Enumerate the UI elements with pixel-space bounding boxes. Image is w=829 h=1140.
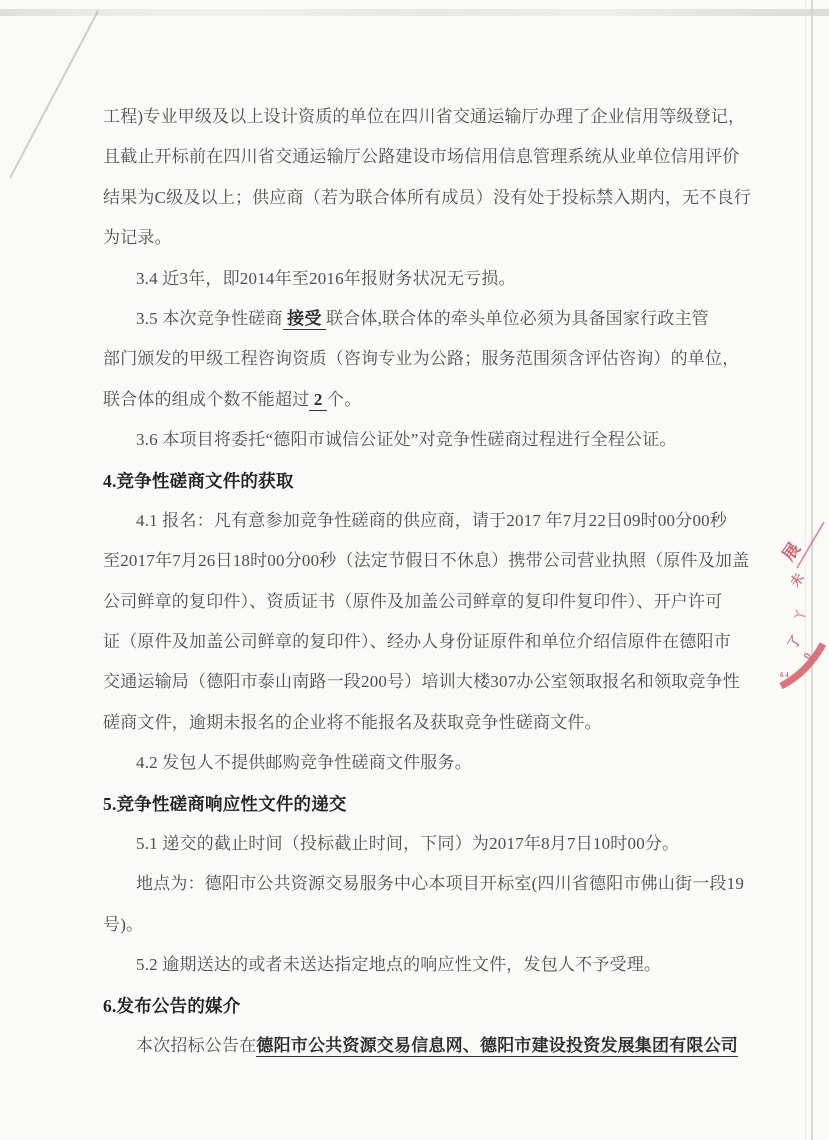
stamp-glyph: 展 — [778, 539, 805, 565]
text-run: 3.5 本次竞争性磋商 — [136, 308, 283, 328]
filled-blank: 2 — [309, 389, 328, 409]
text-run: 号)。 — [103, 914, 144, 934]
stamp-glyph: 未 — [787, 570, 807, 590]
text-run: 至2017年7月26日18时00分00秒（法定节假日不休息）携带公司营业执照（原件及加盖 — [103, 551, 750, 571]
stamp-glyph: 0 — [801, 650, 815, 662]
text-run: 5.1 递交的截止时间（投标截止时间，下同）为2017年8月7日10时00分。 — [136, 834, 680, 854]
document-text — [103, 97, 753, 1066]
section-heading — [103, 461, 753, 501]
page-corner-line — [10, 11, 98, 178]
text-line — [103, 339, 753, 379]
text-line — [103, 420, 753, 460]
filled-blank: 接受 — [282, 308, 327, 328]
text-line — [103, 945, 753, 985]
text-line — [103, 380, 753, 420]
text-run: 4.1 报名：凡有意参加竞争性磋商的供应商，请于2017 年7月22日09时00分00秒 — [136, 510, 728, 530]
text-line — [103, 97, 753, 137]
text-line — [103, 178, 753, 218]
text-run: 4.2 发包人不提供邮购竞争性磋商文件服务。 — [136, 753, 472, 773]
text-line — [103, 743, 753, 783]
scan-artifact-page-corner — [0, 0, 120, 200]
text-line — [103, 259, 753, 299]
text-run: 交通运输局（德阳市泰山南路一段200号）培训大楼307办公室领取报名和领取竞争性 — [103, 672, 740, 692]
text-run: 3.4 近3年，即2014年至2016年报财务状况无亏损。 — [136, 268, 516, 288]
text-line — [103, 218, 753, 258]
text-run: 5.2 逾期送达的或者未送达指定地点的响应性文件，发包人不予受理。 — [136, 955, 662, 975]
filled-blank: 德阳市公共资源交易信息网、德阳市建设投资发展集团有限公司 — [256, 1035, 739, 1055]
text-run: 公司鲜章的复印件）、资质证书（原件及加盖公司鲜章的复印件复印件）、开户许可 — [103, 591, 723, 611]
text-line — [103, 662, 753, 702]
text-run: 联合体,联合体的牵头单位必须为具备国家行政主管 — [326, 308, 709, 328]
text-line — [103, 864, 753, 904]
text-run: 部门颁发的甲级工程咨询资质（咨询专业为公路；服务范围须含评估咨询）的单位， — [103, 349, 740, 369]
stamp-glyph: 了 — [784, 632, 805, 652]
text-line — [103, 137, 753, 177]
text-run: 工程)专业甲级及以上设计资质的单位在四川省交通运输厅办理了企业信用等级登记， — [103, 107, 746, 126]
text-line — [103, 824, 753, 864]
text-line — [103, 703, 753, 743]
text-line — [103, 905, 753, 945]
text-run: 地点为：德阳市公共资源交易服务中心本项目开标室(四川省德阳市佛山街一段19 — [136, 874, 745, 894]
text-line — [103, 1026, 753, 1066]
text-run: 4.竞争性磋商文件的获取 — [103, 470, 294, 491]
stamp-edge-line — [797, 522, 824, 568]
scan-artifact-top-band — [0, 9, 829, 16]
text-line — [103, 299, 753, 339]
section-heading — [103, 986, 753, 1026]
section-heading — [103, 784, 753, 824]
text-run: 5.竞争性磋商响应性文件的递交 — [103, 793, 347, 814]
text-run: 联合体的组成个数不能超过 — [103, 389, 310, 409]
text-run: 结果为C级及以上；供应商（若为联合体所有成员）没有处于投标禁入期内，无不良行 — [103, 187, 751, 207]
text-run: 3.6 本项目将委托“德阳市诚信公证处”对竞争性磋商过程进行全程公证。 — [136, 430, 677, 450]
text-line — [103, 501, 753, 541]
text-run: 为记录。 — [103, 228, 172, 248]
text-run: 个。 — [327, 389, 362, 409]
text-run: 本次招标公告在 — [136, 1035, 257, 1055]
text-run: 且截止开标前在四川省交通运输厅公路建设市场信用信息管理系统从业单位信用评价 — [103, 147, 740, 167]
text-run: 证（原件及加盖公司鲜章的复印件）、经办人身份证原件和单位介绍信原件在德阳市 — [103, 632, 731, 652]
text-run: 6.发布公告的媒介 — [103, 995, 241, 1016]
stamp-glyph: 丫 — [792, 607, 810, 623]
text-run: 磋商文件，逾期未报名的企业将不能报名及获取竞争性磋商文件。 — [103, 712, 602, 732]
stamp-arc — [781, 644, 823, 686]
text-line — [103, 582, 753, 622]
stamp-glyph: 6 4 — [780, 671, 789, 679]
red-seal-stamp — [777, 522, 828, 697]
text-line — [103, 622, 753, 662]
text-line — [103, 541, 753, 581]
